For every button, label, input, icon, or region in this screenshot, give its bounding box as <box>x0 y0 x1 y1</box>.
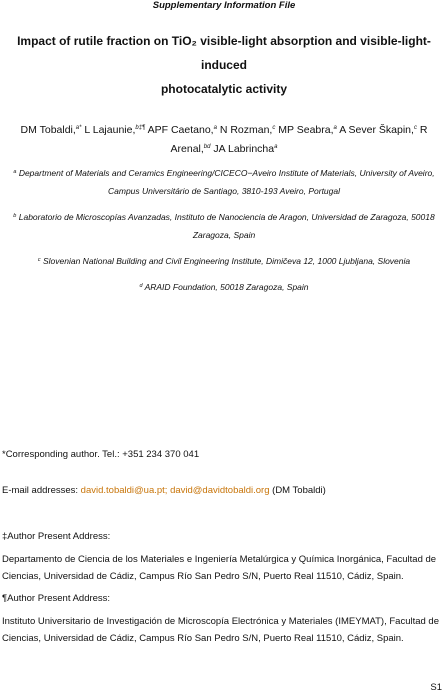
address-line: Departamento de Ciencia de los Materiales e Ingeniería Metalúrgica y Química Inorgánica, Facultad de <box>2 554 437 565</box>
address-line: Ciencias, Universidad de Cádiz, Campus Río San Pedro S/N, Puerto Real 11510, Cádiz, Spain. <box>2 571 404 582</box>
affiliation-text: Department of Materials and Ceramics Engineering/CICECO−Aveiro Institute of Materials, University of Aveiro, <box>18 168 435 178</box>
author-affiliation-mark: c <box>413 125 417 131</box>
author-affiliation-mark: a <box>274 144 278 150</box>
email-owner: (DM Tobaldi) <box>269 485 326 496</box>
affiliation-text: Slovenian National Building and Civil Engineering Institute, Dimičeva 12, 1000 Ljubljana, Slovenia <box>42 256 411 266</box>
present-address-heading: ‡Author Present Address: <box>2 531 111 542</box>
present-address <box>2 551 442 585</box>
present-address-heading: ¶Author Present Address: <box>2 593 111 604</box>
affiliation-a <box>10 163 438 200</box>
email-link[interactable]: david.tobaldi@ua.pt <box>80 485 165 496</box>
title-line-2: photocatalytic activity <box>160 82 288 96</box>
paper-title <box>4 29 444 101</box>
email-separator: ; <box>164 485 171 496</box>
author-affiliation-mark: bd <box>203 144 211 150</box>
author-affiliation-mark: a <box>213 125 217 131</box>
affiliation-text: Campus Universitário de Santiago, 3810-193 Aveiro, Portugal <box>108 186 340 196</box>
author-affiliation-mark: a* <box>75 125 82 131</box>
author-name: R Arenal, <box>170 124 428 155</box>
affiliation-text: Laboratorio de Microscopías Avanzadas, Instituto de Nanociencia de Aragon, Universidad de Zaragoza, 50018 <box>18 212 435 222</box>
address-line: Ciencias, Universidad de Cádiz, Campus Río San Pedro S/N, Puerto Real 11510, Cádiz, Spain. <box>2 633 404 644</box>
author-affiliation-mark: c <box>272 125 276 131</box>
author-name: A Sever Škapin, <box>336 124 414 136</box>
corresponding-author: *Corresponding author. Tel.: +351 234 370 041 <box>2 449 200 460</box>
author-name: DM Tobaldi, <box>20 124 76 136</box>
author-name: L Lajaunie, <box>81 124 136 136</box>
affiliation-mark: c <box>37 257 41 263</box>
email-addresses <box>2 482 442 499</box>
present-address <box>2 613 442 647</box>
affiliation-mark: b <box>13 213 17 219</box>
affiliation-text: Zaragoza, Spain <box>192 230 256 240</box>
author-name: APF Caetano, <box>145 124 214 136</box>
address-line: Instituto Universitario de Investigación de Microscopía Electrónica y Materiales (IMEYMAT), Facultad de <box>2 616 439 627</box>
affiliation-c <box>10 251 438 270</box>
supplementary-header: Supplementary Information File <box>152 0 296 11</box>
author-list <box>14 120 434 158</box>
affiliation-text: ARAID Foundation, 50018 Zaragoza, Spain <box>144 282 309 292</box>
author-name: JA Labrincha <box>210 143 275 155</box>
page-number: S1 <box>430 682 442 693</box>
affiliation-mark: a <box>13 169 17 175</box>
author-affiliation-mark: b‡¶ <box>135 125 146 131</box>
affiliation-b <box>10 207 438 244</box>
email-link[interactable]: david@davidtobaldi.org <box>170 485 270 496</box>
author-name: MP Seabra, <box>275 124 334 136</box>
affiliation-mark: d <box>139 283 143 289</box>
email-label: E-mail addresses: <box>2 485 81 496</box>
title-line-1: Impact of rutile fraction on TiO₂ visible-light absorption and visible-light-induced <box>17 34 431 72</box>
author-affiliation-mark: a <box>333 125 337 131</box>
author-name: N Rozman, <box>216 124 273 136</box>
affiliation-d <box>10 277 438 296</box>
